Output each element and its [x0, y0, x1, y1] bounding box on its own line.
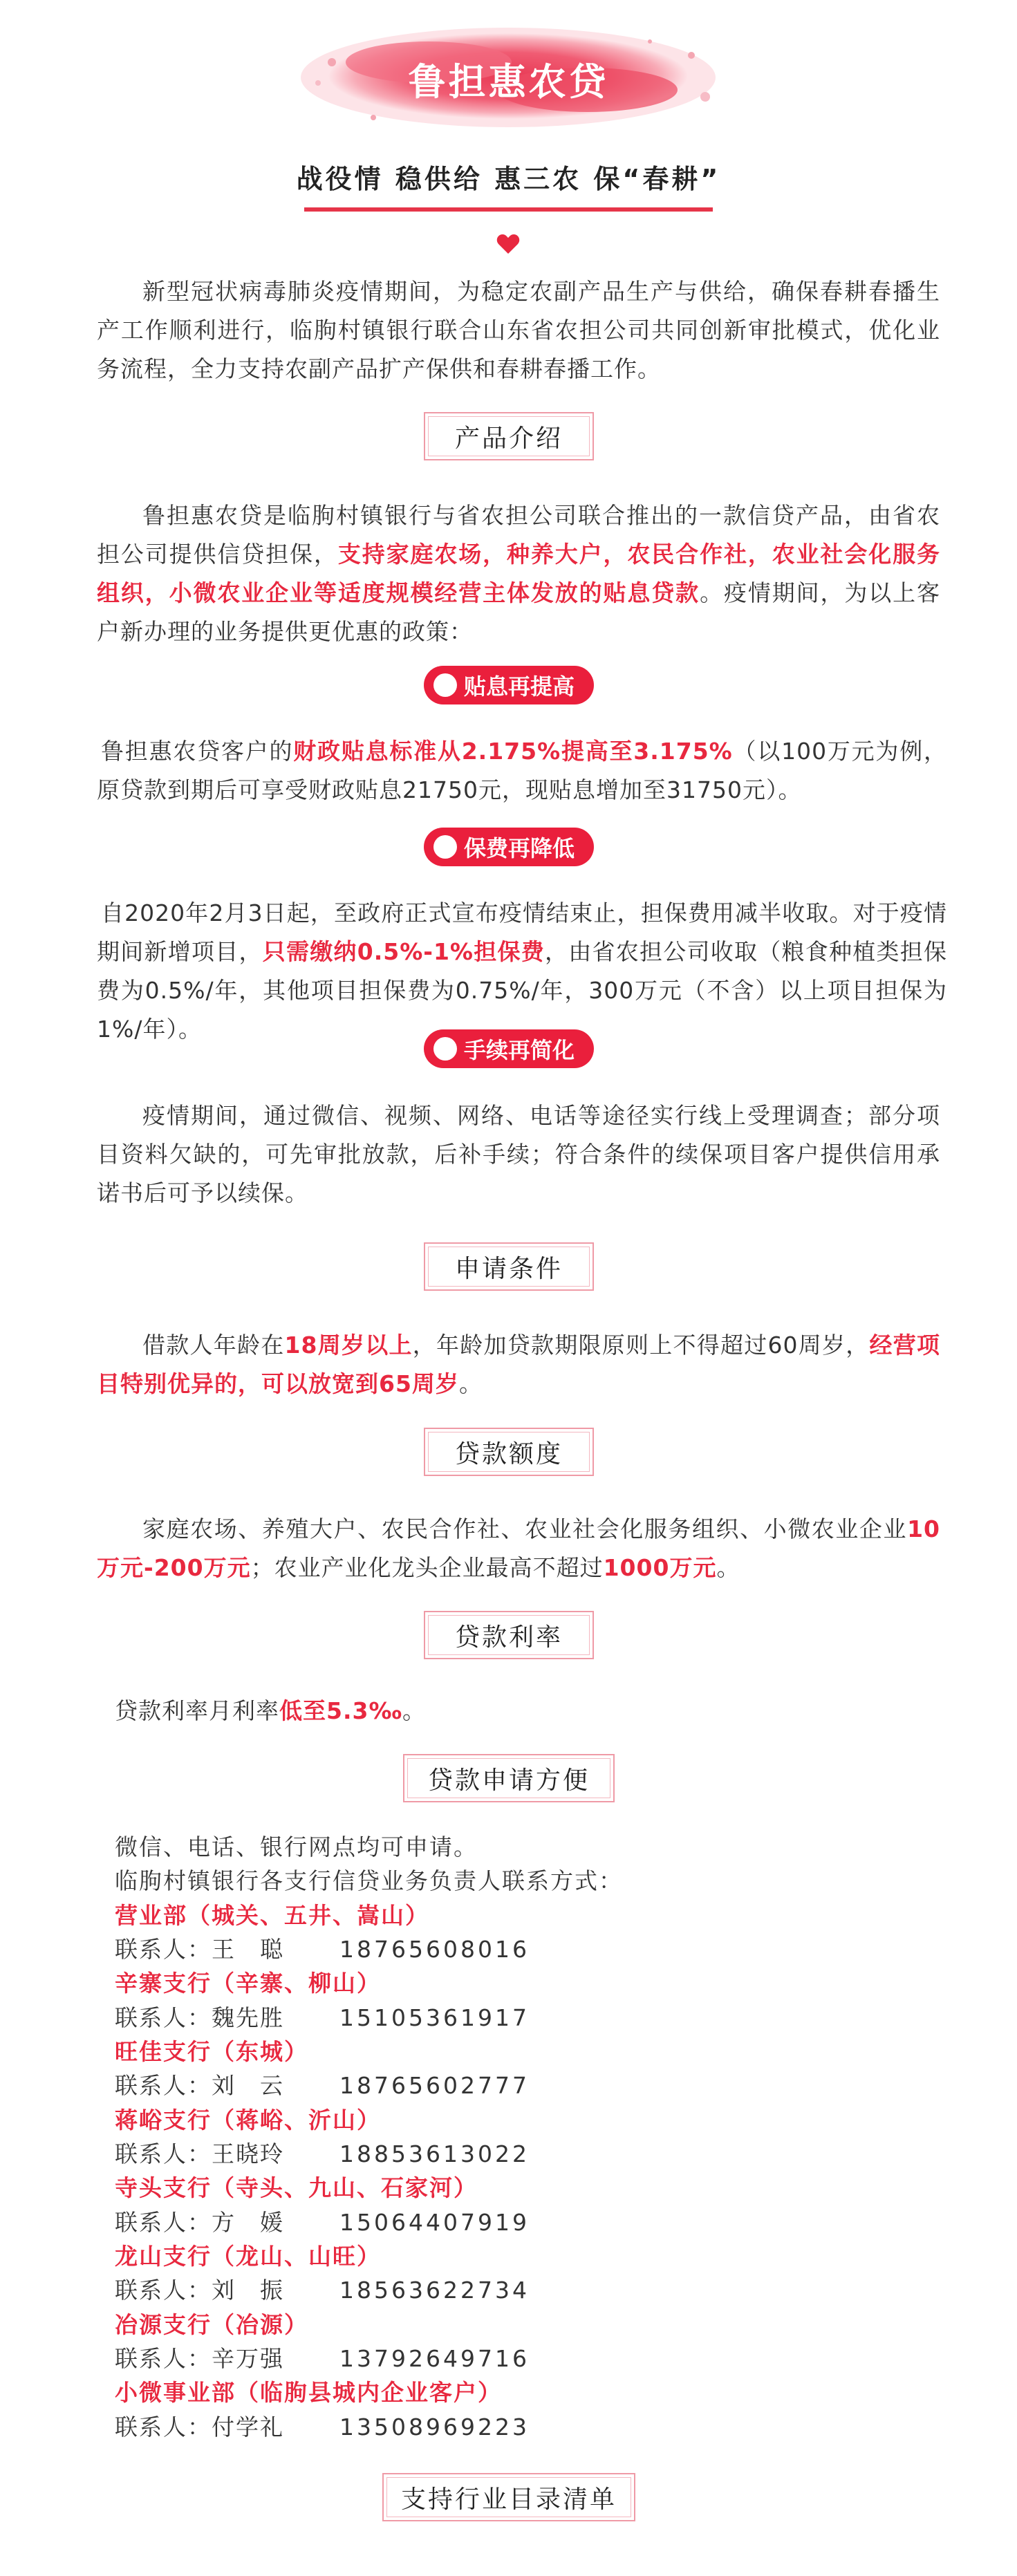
- branch-name: 龙山支行（龙山、山旺）: [115, 2243, 381, 2270]
- branch-contact: 联系人：魏先胜 15105361917: [115, 2004, 530, 2031]
- bullet-dot-icon: [433, 673, 457, 697]
- title-banner: [290, 14, 727, 138]
- policy-subsidy-text: 鲁担惠农贷客户的财政贴息标准从2.175%提高至3.175%（以100万元为例，原贷款到期后可享受财政贴息21750元，现贴息增加至31750元）。: [97, 738, 947, 803]
- section-industry-list-heading: [382, 2473, 635, 2521]
- section-title: 贷款利率: [454, 1623, 563, 1652]
- branch-contact: 联系人：辛万强 13792649716: [115, 2345, 530, 2372]
- branch-name: 旺佳支行（东城）: [115, 2038, 308, 2065]
- policy-fee-text: 自2020年2月3日起，至政府正式宣布疫情结束止，担保费用减半收取。对于疫情期间新增项目，只需缴纳0.5%-1%担保费，由省农担公司收取（粮食种植类担保费为0.5%/年，其他项目担保费为0.75%/年，300万元（不含）以上项目担保为1%/年）。: [97, 899, 947, 1043]
- bullet-dot-icon: [433, 1037, 457, 1061]
- policy-pill-process: 手续再简化: [424, 1029, 594, 1068]
- branch-name: 冶源支行（冶源）: [115, 2311, 308, 2338]
- apply-line-contacts-intro: 临朐村镇银行各支行信贷业务负责人联系方式：: [115, 1867, 623, 1894]
- branch-name: 寺头支行（寺头、九山、石家河）: [115, 2174, 478, 2201]
- subtitle-underline: [304, 207, 713, 212]
- rate-paragraph: 贷款利率月利率低至5.3‰。: [115, 1697, 426, 1724]
- section-title: 产品介绍: [454, 424, 563, 453]
- branch-contact: 联系人：王晓玲 18853613022: [115, 2140, 530, 2167]
- branch-contact: 联系人：刘 振 18563622734: [115, 2277, 530, 2304]
- branch-name: 辛寨支行（辛寨、柳山）: [115, 1970, 381, 1997]
- product-paragraph: 鲁担惠农贷是临朐村镇银行与省农担公司联合推出的一款信贷产品，由省农担公司提供信贷担保，支持家庭农场，种养大户，农民合作社，农业社会化服务组织，小微农业企业等适度规模经营主体发放的贴息贷款。疫情期间，为以上客户新办理的业务提供更优惠的政策：: [97, 502, 941, 645]
- amount-paragraph: 家庭农场、养殖大户、农民合作社、农业社会化服务组织、小微农业企业10万元-200万元；农业产业化龙头企业最高不超过1000万元。: [97, 1515, 940, 1581]
- page-subtitle: 战役情 稳供给 惠三农 保“春耕”: [296, 164, 721, 194]
- branch-contact: 联系人：付学礼 13508969223: [115, 2414, 530, 2440]
- branch-contact: 联系人：刘 云 18765602777: [115, 2072, 530, 2099]
- apply-line-channels: 微信、电话、银行网点均可申请。: [115, 1833, 478, 1860]
- policy-pill-subsidy: 贴息再提高: [424, 666, 594, 704]
- banner-title: 鲁担惠农贷: [408, 60, 609, 104]
- branch-name: 蒋峪支行（蒋峪、沂山）: [115, 2107, 381, 2134]
- section-amount-heading: [424, 1428, 594, 1476]
- section-title: 支持行业目录清单: [400, 2485, 617, 2514]
- section-title: 贷款额度: [454, 1439, 563, 1468]
- branch-name: 小微事业部（临朐县城内企业客户）: [115, 2379, 502, 2406]
- section-rate-heading: [424, 1611, 594, 1659]
- branch-contact: 联系人：王 聪 18765608016: [115, 1936, 530, 1963]
- policy-pill-fee: 保费再降低: [424, 828, 594, 866]
- heart-icon: [496, 234, 520, 254]
- policy-process-text: 疫情期间，通过微信、视频、网络、电话等途径实行线上受理调查；部分项目资料欠缺的，可先审批放款，后补手续；符合条件的续保项目客户提供信用承诺书后可予以续保。: [97, 1102, 940, 1206]
- conditions-paragraph: 借款人年龄在18周岁以上，年龄加贷款期限原则上不得超过60周岁，经营项目特别优异的，可以放宽到65周岁。: [97, 1332, 940, 1397]
- bullet-dot-icon: [433, 835, 457, 859]
- section-apply-heading: [403, 1754, 615, 1802]
- branch-name: 营业部（城关、五井、嵩山）: [115, 1902, 429, 1929]
- section-title: 申请条件: [454, 1254, 563, 1283]
- section-title: 贷款申请方便: [427, 1766, 590, 1795]
- section-conditions-heading: [424, 1242, 594, 1291]
- section-product-heading: [424, 412, 594, 460]
- branch-contact: 联系人：方 媛 15064407919: [115, 2209, 530, 2236]
- intro-paragraph: 新型冠状病毒肺炎疫情期间，为稳定农副产品生产与供给，确保春耕春播生产工作顺利进行，临朐村镇银行联合山东省农担公司共同创新审批模式，优化业务流程，全力支持农副产品扩产保供和春耕春播工作。: [97, 278, 940, 382]
